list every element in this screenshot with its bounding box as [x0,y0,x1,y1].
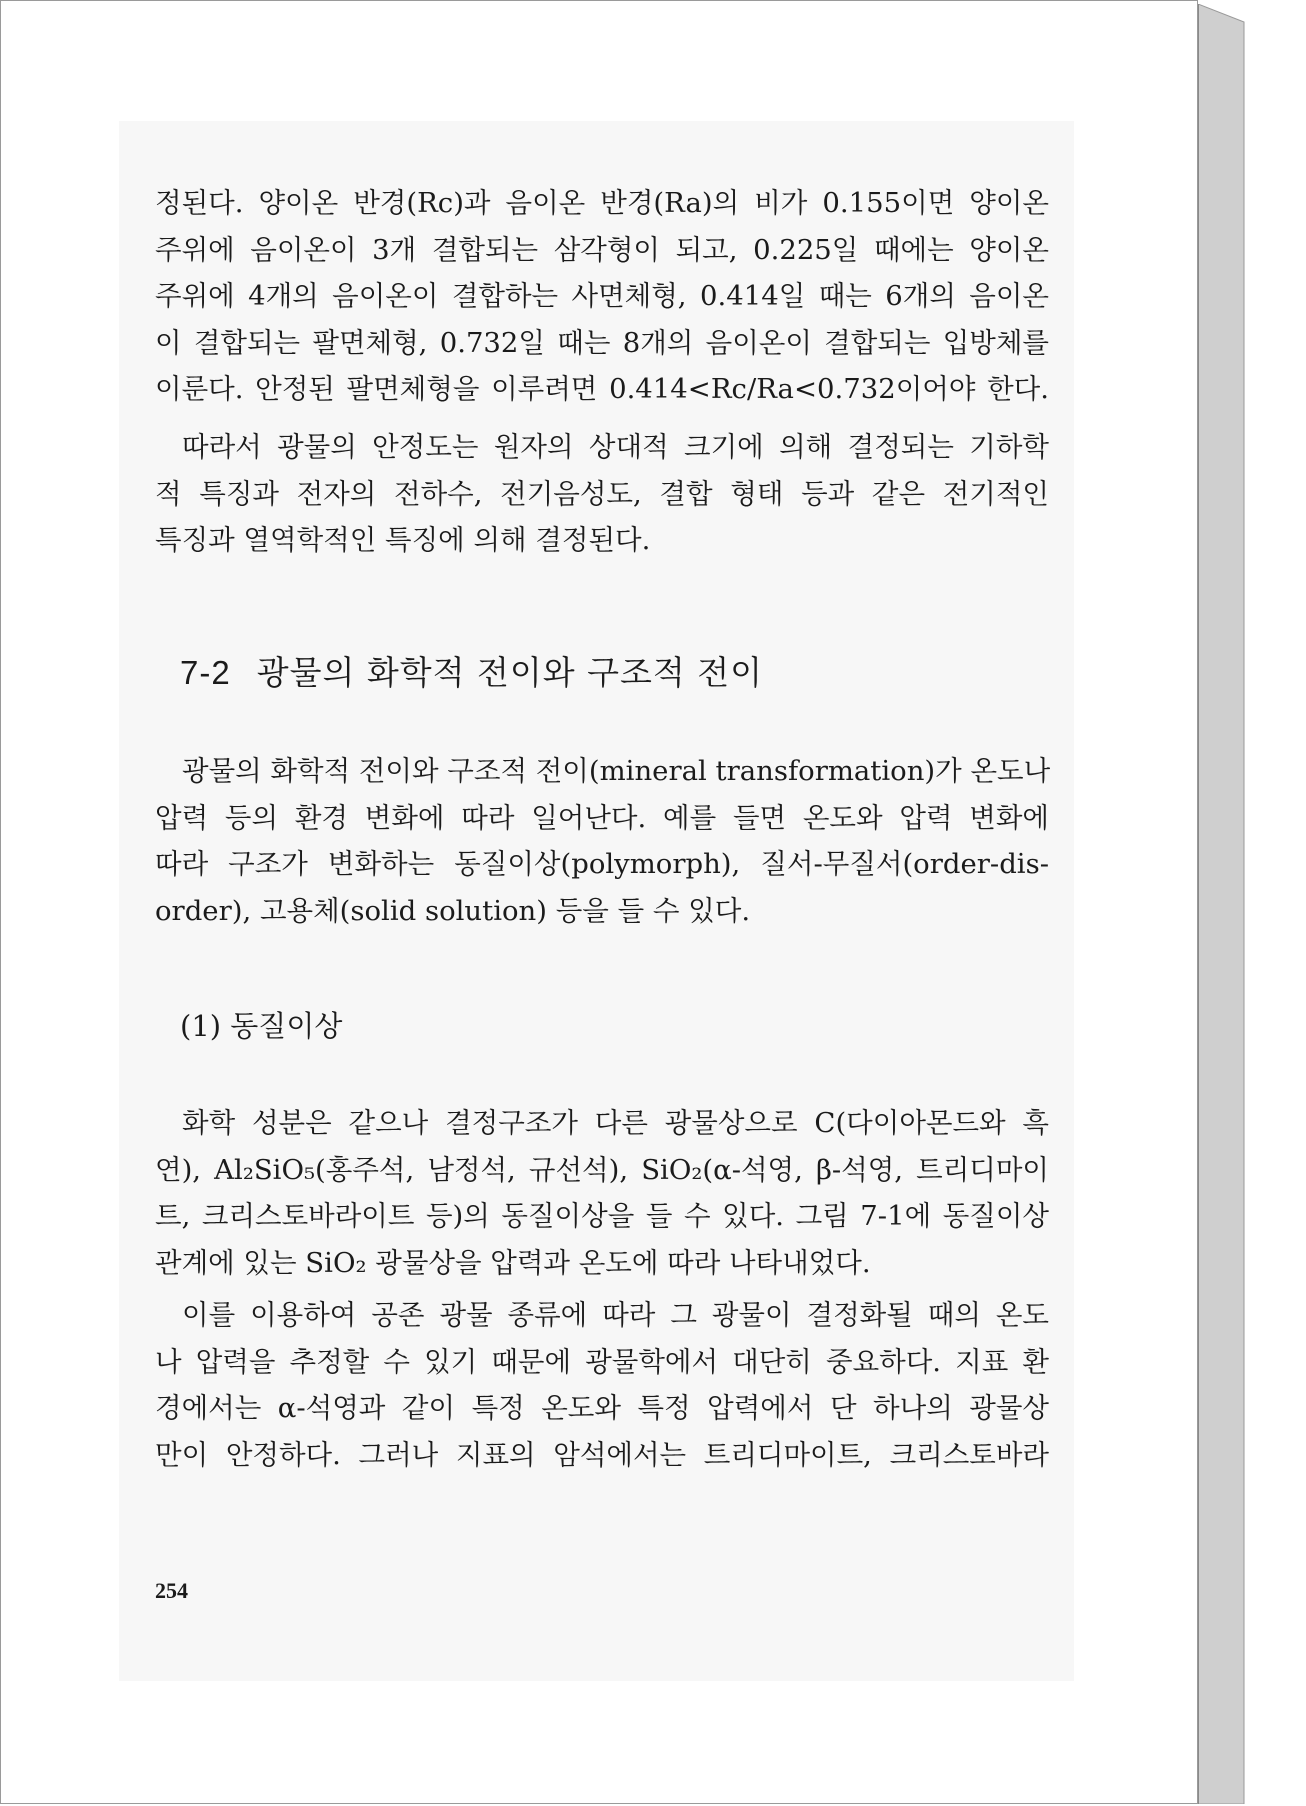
paragraph-geothermometry [155,1292,1049,1478]
text-line: 화학 성분은 같으나 결정구조가 다른 광물상으로 C(다이아몬드와 흑 [182,1107,1049,1139]
text-line: 적 특징과 전자의 전하수, 전기음성도, 결합 형태 등과 같은 전기적인 [155,477,1049,510]
section-number: 7-2 [180,654,231,691]
text-line: 나 압력을 추정할 수 있기 때문에 광물학에서 대단히 중요하다. 지표 환 [155,1345,1049,1378]
subsection-heading: (1) 동질이상 [180,1009,343,1043]
text-line: 트, 크리스토바라이트 등)의 동질이상을 들 수 있다. 그림 7-1에 동질이상 [155,1200,1049,1232]
text-line: 관계에 있는 SiO₂ 광물상을 압력과 온도에 따라 나타내었다. [155,1246,871,1279]
text-line: 경에서는 α-석영과 같이 특정 온도와 특정 압력에서 단 하나의 광물상 [155,1392,1049,1424]
text-line: 이룬다. 안정된 팔면체형을 이루려면 0.414<Rc/Ra<0.732이어야 한다. [155,373,1049,405]
text-line: 압력 등의 환경 변화에 따라 일어난다. 예를 들면 온도와 압력 변화에 [155,801,1049,834]
paragraph-ionic-radius-ratio [155,180,1049,413]
text-line: 주위에 음이온이 3개 결합되는 삼각형이 되고, 0.225일 때에는 양이온 [155,233,1049,266]
text-line: 이를 이용하여 공존 광물 종류에 따라 그 광물이 결정화될 때의 온도 [182,1299,1049,1331]
text-line: 연), Al₂SiO₅(홍주석, 남정석, 규선석), SiO₂(α-석영, β-석영, 트리디마이 [155,1153,1049,1186]
text-line: 정된다. 양이온 반경(Rc)과 음이온 반경(Ra)의 비가 0.155이면 양이온 [155,187,1049,219]
text-line: 따라 구조가 변화하는 동질이상(polymorph), 질서-무질서(order-dis- [155,848,1049,880]
paragraph-mineral-transformation [155,748,1049,934]
text-line: 특징과 열역학적인 특징에 의해 결정된다. [155,524,651,556]
paragraph-mineral-stability [155,424,1049,564]
page-number: 254 [155,1578,188,1603]
section-title-text: 광물의 화학적 전이와 구조적 전이 [256,653,763,692]
text-line: 광물의 화학적 전이와 구조적 전이(mineral transformation)가 온도나 [182,755,1051,787]
text-line: 따라서 광물의 안정도는 원자의 상대적 크기에 의해 결정되는 기하학 [182,431,1049,463]
section-heading [180,647,763,694]
paragraph-polymorph-examples [155,1100,1049,1286]
text-line: 이 결합되는 팔면체형, 0.732일 때는 8개의 음이온이 결합되는 입방체를 [155,326,1049,359]
text-line: order), 고용체(solid solution) 등을 들 수 있다. [155,894,751,927]
text-line: 만이 안정하다. 그러나 지표의 암석에서는 트리디마이트, 크리스토바라 [155,1438,1049,1471]
page-edge-shadow [1198,4,1248,1804]
text-line: 주위에 4개의 음이온이 결합하는 사면체형, 0.414일 때는 6개의 음이온 [155,280,1049,312]
